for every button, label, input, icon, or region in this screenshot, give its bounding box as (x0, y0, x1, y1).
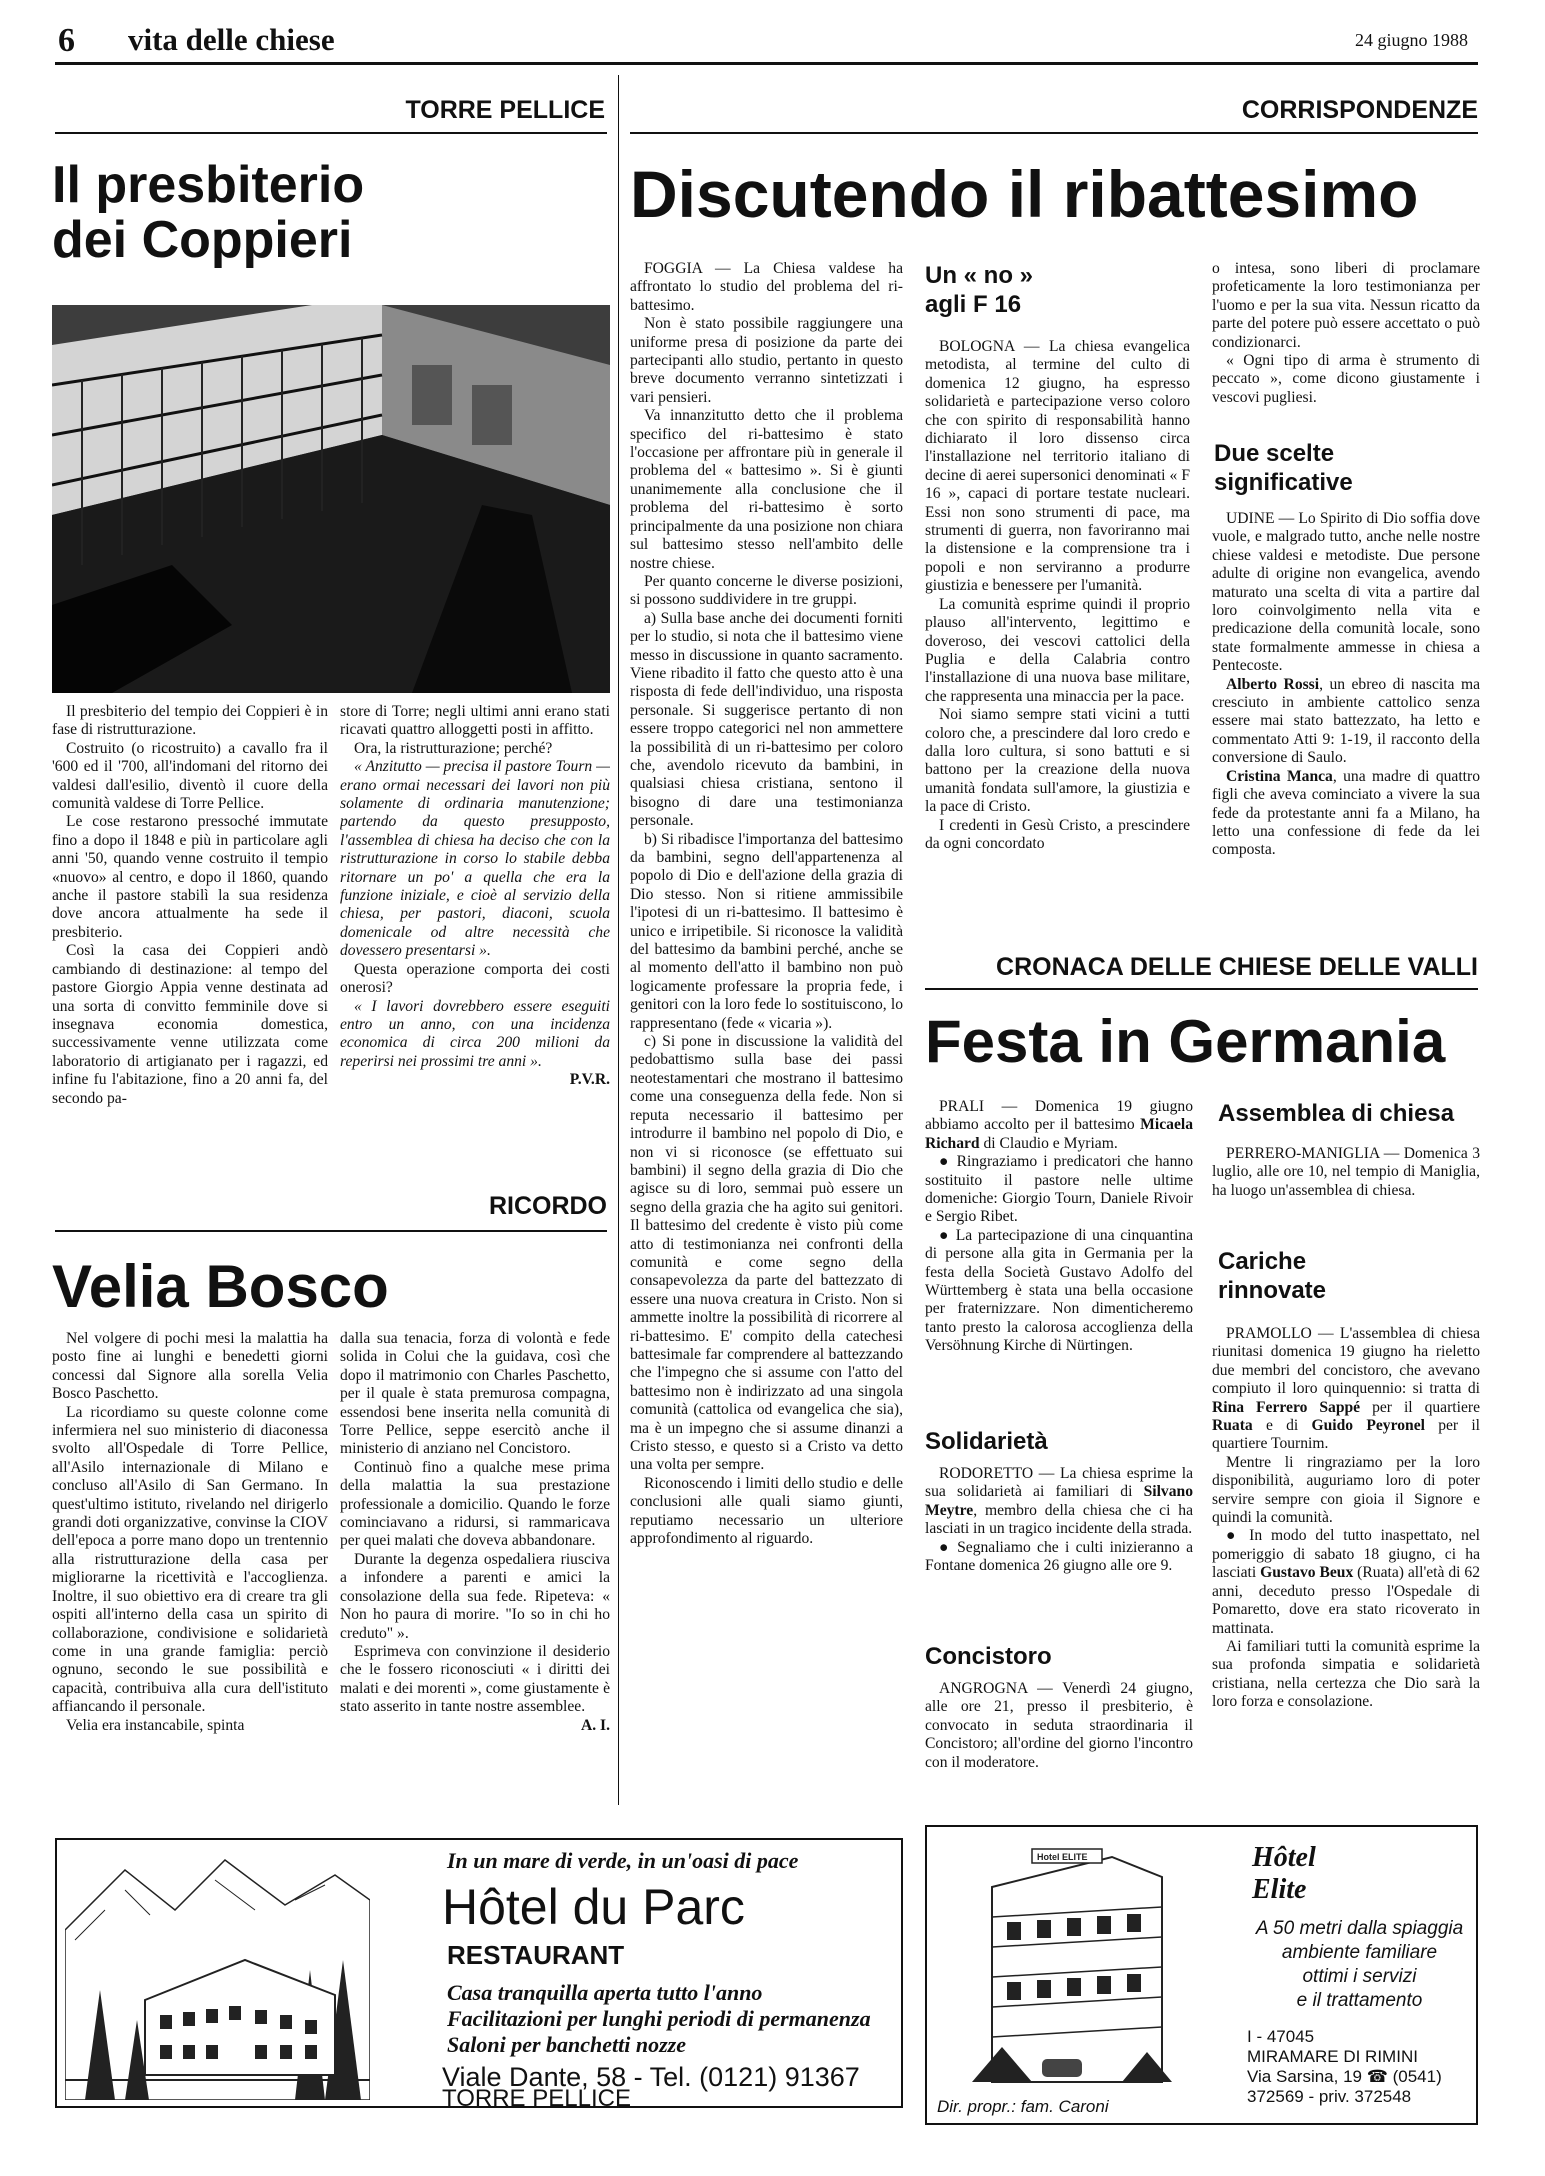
ad-restaurant: RESTAURANT (447, 1940, 625, 1970)
column-rule (618, 75, 619, 1805)
ad-line: Facilitazioni per lunghi periodi di permanenza (447, 2006, 871, 2031)
ad-owner: Dir. propr.: fam. Caroni (937, 2097, 1109, 2116)
section-label-ricordo: RICORDO (488, 1192, 607, 1220)
divider (630, 132, 1478, 134)
hotel-du-parc-illustration (65, 1850, 370, 2100)
article-title: Cariche rinnovate (1218, 1248, 1327, 1304)
ad-hotel-name: Hôtel du Parc (442, 1879, 745, 1935)
article-body-col2: store di Torre; negli ultimi anni erano stati ricavati quattro alloggetti posti in affitto. Ora, la ristrutturazione; perché? « Anzitutto — precisa il pastore Tourn — erano ormai necessari dei lavori non più solamente di ordinaria manutenzione; partendo da questo presupposto, l'assemblea di chiesa ha deciso che con la ristrutturazione in corso lo stabile debba ritornare un po' a quella che era la funzione iniziale, e cioè al servizio della chiesa, per pastori, diaconi, scuola domenicale od altre necessità che dovessero presentarsi ». Questa operazione comporta dei costi onerosi? « I lavori dovrebbero essere eseguiti entro un anno, con una incidenza economica di circa 200 milioni da reperirsi nei prossimi tre anni ». P.V.R. (340, 703, 610, 1089)
article-title: Un « no » agli F 16 (925, 262, 1034, 318)
issue-date: 24 giugno 1988 (1354, 30, 1468, 50)
article-title: Festa in Germania (925, 1008, 1446, 1075)
article-title: Il presbiterio dei Coppieri (52, 156, 365, 269)
article-body: RODORETTO — La chiesa esprime la sua solidarietà ai familiari di Silvano Meytre, membro della chiesa che ci ha lasciati in un tragico incidente della strada. ● Segnaliamo che i culti inizieranno a Fontane domenica 26 giugno alle ore 9. (925, 1465, 1193, 1575)
article-body: ANGROGNA — Venerdì 24 giugno, alle ore 21, presso il presbiterio, è convocato in seduta straordinaria il Concistoro; all'ordine del giorno l'incontro con il moderatore. (925, 1680, 1193, 1771)
section-label-torre-pellice: TORRE PELLICE (405, 96, 605, 124)
advertisement-hotel-du-parc (55, 1838, 903, 2112)
article-title: Solidarietà (925, 1428, 1048, 1455)
article-title: Velia Bosco (52, 1253, 389, 1320)
ad-line: Casa tranquilla aperta tutto l'anno (447, 1980, 763, 2005)
section-label-corrispondenze: CORRISPONDENZE (1241, 96, 1478, 124)
article-body: PERRERO-MANIGLIA — Domenica 3 luglio, alle ore 10, nel tempio di Maniglia, ha luogo un'assemblea di chiesa. (1212, 1145, 1480, 1199)
signature: A. I. (580, 1716, 610, 1734)
article-body-col2: dalla sua tenacia, forza di volontà e fede solida in Colui che la guidava, così che dopo il matrimonio con Charles Paschetto, per il quale è stata premurosa compagna, essendosi bene inserita nella comunità di Torre Pellice, seppe esercitò anche il ministerio di anziano nel Concistoro. Continuò fino a qualche mese prima della malattia la sua prestazione professionale a domicilio. Quando le forze cominciavano a ridursi, si rammaricava per quei malati che doveva abbandonare. Durante la degenza ospedaliera riusciva a infondere a parenti e amici la consolazione della sua fede. Ripeteva: « Non ho paura di morire. "Io so in chi ho creduto" ». Esprimeva con convinzione il desiderio che le fossero riconosciuti « i diritti dei malati e dei morenti », come giustamente è stato asserito in tante nostre assemblee. A. I. (340, 1330, 610, 1734)
header-rule (55, 62, 1478, 65)
ad-tagline: In un mare di verde, in un'oasi di pace (447, 1848, 799, 1873)
ad-contact: I - 47045 MIRAMARE DI RIMINI Via Sarsina, 19 ☎ (0541) 372569 - priv. 372548 (1247, 2027, 1442, 2106)
hotel-elite-illustration (972, 1847, 1172, 2092)
article-body-cont: o intesa, sono liberi di proclamare profeticamente la loro testimonianza per l'uomo e per la sua vita. Nessun ricatto da parte del potere può essere accettato o può condizionarci. « Ogni tipo di arma è strumento di peccato », come dicono giustamente i vescovi pugliesi. (1212, 260, 1480, 406)
ad-address: Viale Dante, 58 - Tel. (0121) 91367 (442, 2062, 860, 2092)
divider (55, 1230, 607, 1232)
divider (55, 132, 607, 134)
article-title: Assemblea di chiesa (1218, 1100, 1455, 1127)
article-body: PRALI — Domenica 19 giugno abbiamo accolto per il battesimo Micaela Richard di Claudio e Myriam. ● Ringraziamo i predicatori che hanno sostituito il pastore nelle ultime domeniche: Giorgio Tourn, Daniele Rivoir e Sergio Ribet. ● La partecipazione di una cinquantina di persone alla gita in Germania per la festa della Società Gustavo Adolfo del Württemberg è stata una bella occasione per fraternizzare. Non dimenticheremo tanto presto la calorosa accoglienza della Versöhnung Kirche di Nürtingen. (925, 1098, 1193, 1355)
section-label-cronaca: CRONACA DELLE CHIESE DELLE VALLI (996, 953, 1478, 981)
hotel-sign: Hotel ELITE (1037, 1852, 1088, 1862)
article-body: UDINE — Lo Spirito di Dio soffia dove vuole, e malgrado tutto, anche nelle nostre chiese valdesi e metodiste. Due persone adulte di origine non evangelica, avendo maturato una scelta di vita a partire dal loro coinvolgimento nella vita e predicazione della comunità locale, sono state formalmente ammesse in chiesa a Pentecoste. Alberto Rossi, un ebreo di nascita ma cresciuto in ambiente cattolico senza essere mai stato battezzato, ha letto e commentato Atti 9: 1-19, il racconto della conversione di Saulo. Cristina Manca, una madre di quattro figli che aveva cominciato a vivere la sua fede da protestante anni fa a Milano, ha letto una confessione di fede da lei composta. (1212, 510, 1480, 859)
ad-lines: A 50 metri dalla spiaggia ambiente familiare ottimi i servizi e il trattamento (1255, 1918, 1464, 2011)
article-body-col1: Nel volgere di pochi mesi la malattia ha posto fine ai lunghi e benedetti giorni concessi dal Signore alla sorella Velia Bosco Paschetto. La ricordiamo su queste colonne come infermiera nel suo ministerio di diaconessa svolto all'Ospedale di Torre Pellice, all'Asilo internazionale di Milano e concluso all'Asilo di San Germano. In quest'ultimo istituto, rivelando nel dirigerlo grandi doti organizzative, convinse la CIOV dell'epoca a porre mano dopo un trentennio alla ristrutturazione della casa per migliorarne la ricettività e l'accoglienza. Inoltre, il suo obiettivo era di creare tra gli ospiti all'interno della casa un spirito di collaborazione, condivisione e solidarietà come in una grande famiglia: perciò ognuno, secondo le sue possibilità e capacità, contribuiva alla cura dell'istituto affiancando il personale. Velia era instancabile, spinta (52, 1330, 328, 1734)
article-body-col1: Il presbiterio del tempio dei Coppieri è in fase di ristrutturazione. Costruito (o ricostruito) a cavallo fra il '600 ed il '700, all'indomani del ritorno dei valdesi dall'esilio, diventò il cuore della comunità valdese di Torre Pellice. Le cose restarono pressoché immutate fino a dopo il 1848 e più in particolare agli anni '50, quando venne costruito il tempio «nuovo» al centro, e dopo il 1860, quando anche il pastore stabilì la sua residenza dove ancora attualmente ha sede il presbiterio. Così la casa dei Coppieri andò cambiando di destinazione: al tempo del pastore Giorgio Appia venne destinata ad una sorta di convitto femminile dove si insegnava economia domestica, successivamente venne utilizzata come laboratorio di artigianato per i ragazzi, ed infine fu l'abitazione, fino a 20 anni fa, del secondo pa- (52, 703, 328, 1107)
article-body: BOLOGNA — La chiesa evangelica metodista, al termine del culto di domenica 12 giugno, ha espresso solidarietà e partecipazione verso coloro che con spirito di responsabilità hanno dichiarato il loro dissenso circa l'installazione nel territorio italiano di decine di aerei supersonici denominati « F 16 », capaci di portare testate nucleari. Essi non sono strumenti di pace, ma strumenti di guerra, non favoriranno mai la distensione e la comprensione tra i popoli e non serviranno a produrre giustizia e benessere per l'umanità. La comunità esprime quindi il proprio plauso all'intervento, legittimo e doveroso, dei vescovi cattolici della Puglia e della Calabria contro l'installazione di una nuova base militare, che rappresenta una minaccia per la pace. Noi siamo sempre stati vicini a tutti coloro che, a prescindere dal loro credo e dalla loro cultura, si sono battuti e si battono per la creazione della nuova umanità fondata sull'amore, la giustizia e la pace di Cristo. I credenti in Gesù Cristo, a prescindere da ogni concordato (925, 338, 1190, 852)
article-title: Concistoro (925, 1643, 1052, 1670)
section-title: vita delle chiese (128, 22, 335, 57)
page-number: 6 (58, 22, 75, 59)
ad-city: TORRE PELLICE (442, 2085, 631, 2112)
divider (925, 988, 1478, 990)
ad-hotel-name: Hôtel Elite (1252, 1842, 1316, 1905)
advertisement-hotel-elite (925, 1825, 1478, 2125)
article-title: Due scelte significative (1214, 440, 1353, 496)
signature: P.V.R. (569, 1071, 610, 1089)
article-title: Discutendo il ribattesimo (630, 157, 1419, 231)
article-body-col1: FOGGIA — La Chiesa valdese ha affrontato lo studio del problema del ri-battesimo. Non è stato possibile raggiungere una uniforme presa di posizione da parte dei partecipanti allo studio, pertanto in questo breve documento verranno sintetizzati i vari pensieri. Va innanzitutto detto che il problema specifico del ri-battesimo è stato l'occasione per affrontare più in generale il problema del « battesimo ». Si è giunti unanimemente alla conclusione che il problema del ri-battesimo è sorto principalmente da una posizione non chiara sul battesimo stesso nell'ambito delle nostre chiese. Per quanto concerne le diverse posizioni, si possono suddividere in tre gruppi. a) Sulla base anche dei documenti forniti per lo studio, si nota che il battesimo viene messo in discussione in quanto sacramento. Viene ribadito il fatto che questo atto è una risposta di fede dell'individuo, una risposta personale. Si suggerisce pertanto di non essere troppo categorici nel non ammettere la possibilità di un ri-battesimo per coloro che, avendolo ricevuto da bambini, in qualsiasi chiesa cristiana, sentono il bisogno di dare una testimonianza personale. b) Si ribadisce l'importanza del battesimo da bambini, segno dell'appartenenza al popolo di Dio e dell'azione della grazia di Dio stesso. Non si ritiene ammissibile l'ipotesi di un ri-battesimo. Il battesimo è unico e irripetibile. Si riconosce la validità del battesimo da bambini perché, anche se al momento dell'atto il bambino non può logicamente professare la propria fede, i genitori con la loro fede lo sostituiscono, lo rappresentano (fede « vicaria »). c) Si pone in discussione la validità del pedobattismo sulla base dei passi neotestamentari che mostrano il battesimo come una conseguenza della fede. Non si reputa necessario il battesimo per introdurre il bambino nel popolo di Dio, e non vi si riconosce (se effettuato sui bambini) il segno della grazia di Dio che agisce su di loro, semmai può essere un segno della grazia che ha agito sui genitori. Il battesimo del credente è visto più come atto di testimonianza nei confronti della comunità e come segno della consapevolezza da parte del battezzato di essere una nuova creatura in Cristo. Non si ammette inoltre la possibilità di ricorrere al ri-battesimo. E' compito della catechesi battesimale far comprendere al battezzando che l'impegno che si assume con l'atto del battesimo non è indirizzato ad una singola comunità (cattolica od evangelica che sia), ma è un impegno che si assume dinanzi a Cristo stesso, e questo si a Cristo va detto una volta per sempre. Riconoscendo i limiti dello studio e delle conclusioni alle quali siamo giunti, reputiamo necessario un ulteriore approfondimento al riguardo. (630, 260, 903, 1548)
ad-line: Saloni per banchetti nozze (447, 2032, 686, 2057)
church-house-photo (52, 305, 610, 693)
article-body: PRAMOLLO — L'assemblea di chiesa riunitasi domenica 19 giugno ha rieletto due membri del concistoro, che avevano compiuto il loro quinquennio: si tratta di Rina Ferrero Sappé per il quartiere Ruata e di Guido Peyronel per il quartiere Tournim. Mentre li ringraziamo per la loro disponibilità, auguriamo loro di poter servire sempre con gioia il Signore e quindi la comunità. ● In modo del tutto inaspettato, nel pomeriggio di sabato 18 giugno, ci ha lasciati Gustavo Beux (Ruata) all'età di 62 anni, deceduto presso l'Ospedale di Pomaretto, dove era stato ricoverato in mattinata. Ai familiari tutti la comunità esprime la sua profonda simpatia e solidarietà cristiana, nella certezza che Dio sarà la loro forza e consolazione. (1212, 1325, 1480, 1711)
